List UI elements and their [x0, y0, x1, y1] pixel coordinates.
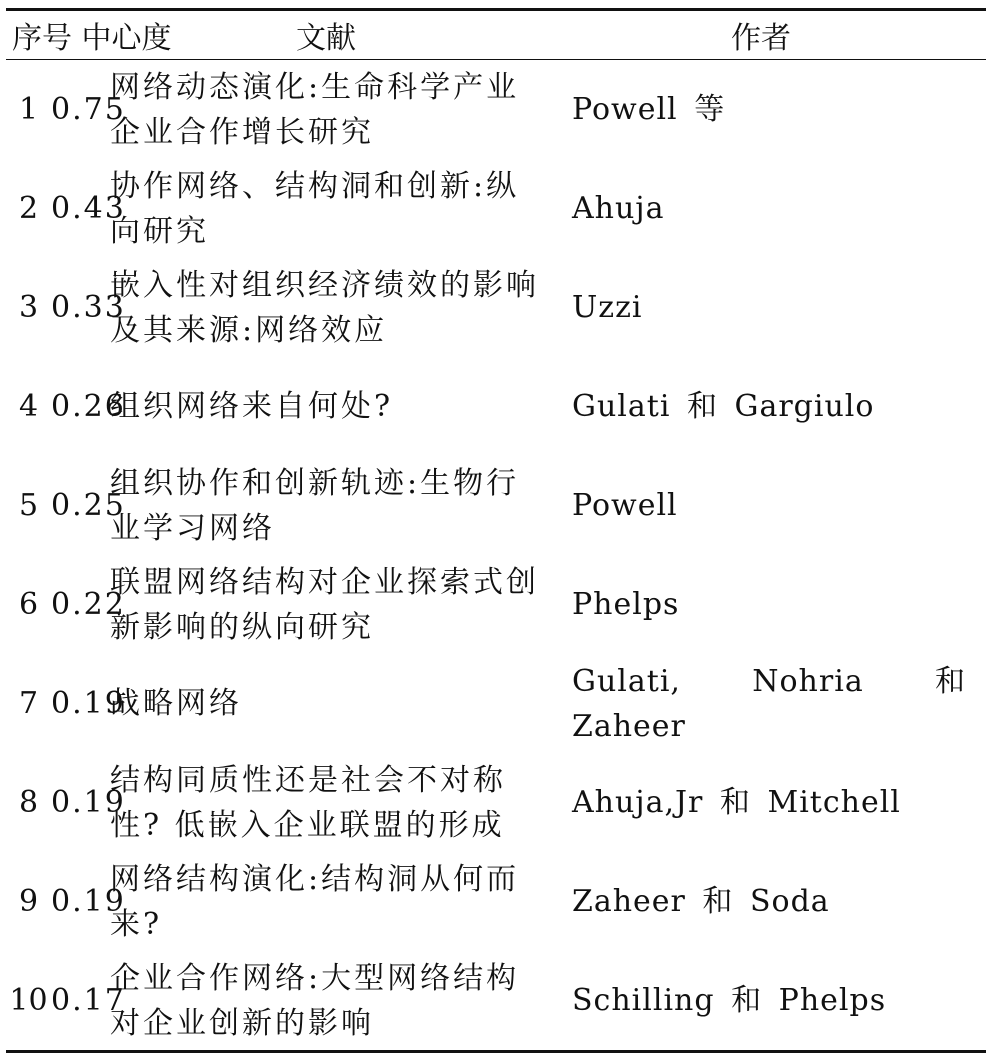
row-index: 3	[18, 290, 39, 325]
header-document: 文献	[296, 21, 356, 56]
row-author	[556, 357, 986, 456]
row-author-text: Powell	[572, 488, 678, 523]
row-index: 8	[18, 785, 39, 820]
table-row	[6, 159, 986, 258]
row-author-text: Schilling 和 Phelps	[572, 983, 887, 1018]
row-centrality: 0.25	[51, 488, 126, 523]
row-author-text: Uzzi	[572, 290, 643, 325]
row-author	[556, 852, 986, 951]
header-author: 作者	[731, 21, 791, 56]
row-centrality: 0.43	[51, 191, 126, 226]
row-document: 企业合作网络:大型网络结构对企业创新的影响	[110, 960, 520, 1041]
row-document: 联盟网络结构对企业探索式创新影响的纵向研究	[110, 564, 539, 645]
row-author-text: Gulati 和 Gargiulo	[572, 389, 875, 424]
table-row	[6, 555, 986, 654]
header-index: 序号	[12, 21, 72, 56]
row-author-text: Ahuja	[572, 191, 665, 226]
row-document: 战略网络	[110, 686, 242, 721]
table-row	[6, 60, 986, 160]
row-author-text: Gulati, Nohria 和 Zaheer	[572, 663, 966, 744]
row-index: 1	[18, 92, 39, 127]
row-centrality: 0.19	[51, 785, 126, 820]
row-centrality: 0.33	[51, 290, 126, 325]
row-author	[556, 753, 986, 852]
row-index: 2	[18, 191, 39, 226]
row-author-text: Zaheer 和 Soda	[572, 884, 830, 919]
row-author	[556, 159, 986, 258]
row-author	[556, 258, 986, 357]
row-author	[556, 60, 986, 160]
row-index: 10	[9, 983, 48, 1018]
row-document: 结构同质性还是社会不对称性? 低嵌入企业联盟的形成	[110, 762, 506, 843]
row-centrality: 0.26	[51, 389, 126, 424]
row-author	[556, 654, 986, 753]
row-document: 嵌入性对组织经济绩效的影响及其来源:网络效应	[110, 267, 539, 348]
table-header	[6, 10, 986, 60]
row-author	[556, 951, 986, 1052]
literature-table-container	[6, 8, 986, 1053]
row-document: 网络结构演化:结构洞从何而来?	[110, 861, 520, 942]
row-centrality: 0.19	[51, 686, 126, 721]
row-author	[556, 555, 986, 654]
row-author-text: Ahuja,Jr 和 Mitchell	[572, 785, 901, 820]
row-index: 5	[18, 488, 39, 523]
row-author-text: Phelps	[572, 587, 680, 622]
row-document: 网络动态演化:生命科学产业企业合作增长研究	[110, 69, 520, 150]
row-document: 协作网络、结构洞和创新:纵向研究	[110, 168, 520, 249]
table-row	[6, 456, 986, 555]
row-document: 组织网络来自何处?	[110, 389, 394, 424]
row-centrality: 0.17	[51, 983, 126, 1018]
row-document: 组织协作和创新轨迹:生物行业学习网络	[110, 465, 520, 546]
table-body	[6, 60, 986, 1052]
header-index-centrality	[6, 10, 172, 60]
row-index: 6	[18, 587, 39, 622]
row-centrality: 0.75	[51, 92, 126, 127]
table-row	[6, 753, 986, 852]
literature-centrality-table	[6, 8, 986, 1053]
row-centrality: 0.22	[51, 587, 126, 622]
row-index: 7	[18, 686, 39, 721]
table-row	[6, 951, 986, 1052]
row-author-text: Powell 等	[572, 92, 726, 127]
table-row	[6, 654, 986, 753]
header-row	[6, 10, 986, 60]
row-centrality: 0.19	[51, 884, 126, 919]
table-row	[6, 258, 986, 357]
row-author	[556, 456, 986, 555]
row-index: 9	[18, 884, 39, 919]
table-row	[6, 357, 986, 456]
row-index: 4	[18, 389, 39, 424]
table-row	[6, 852, 986, 951]
header-centrality: 中心度	[81, 21, 172, 56]
